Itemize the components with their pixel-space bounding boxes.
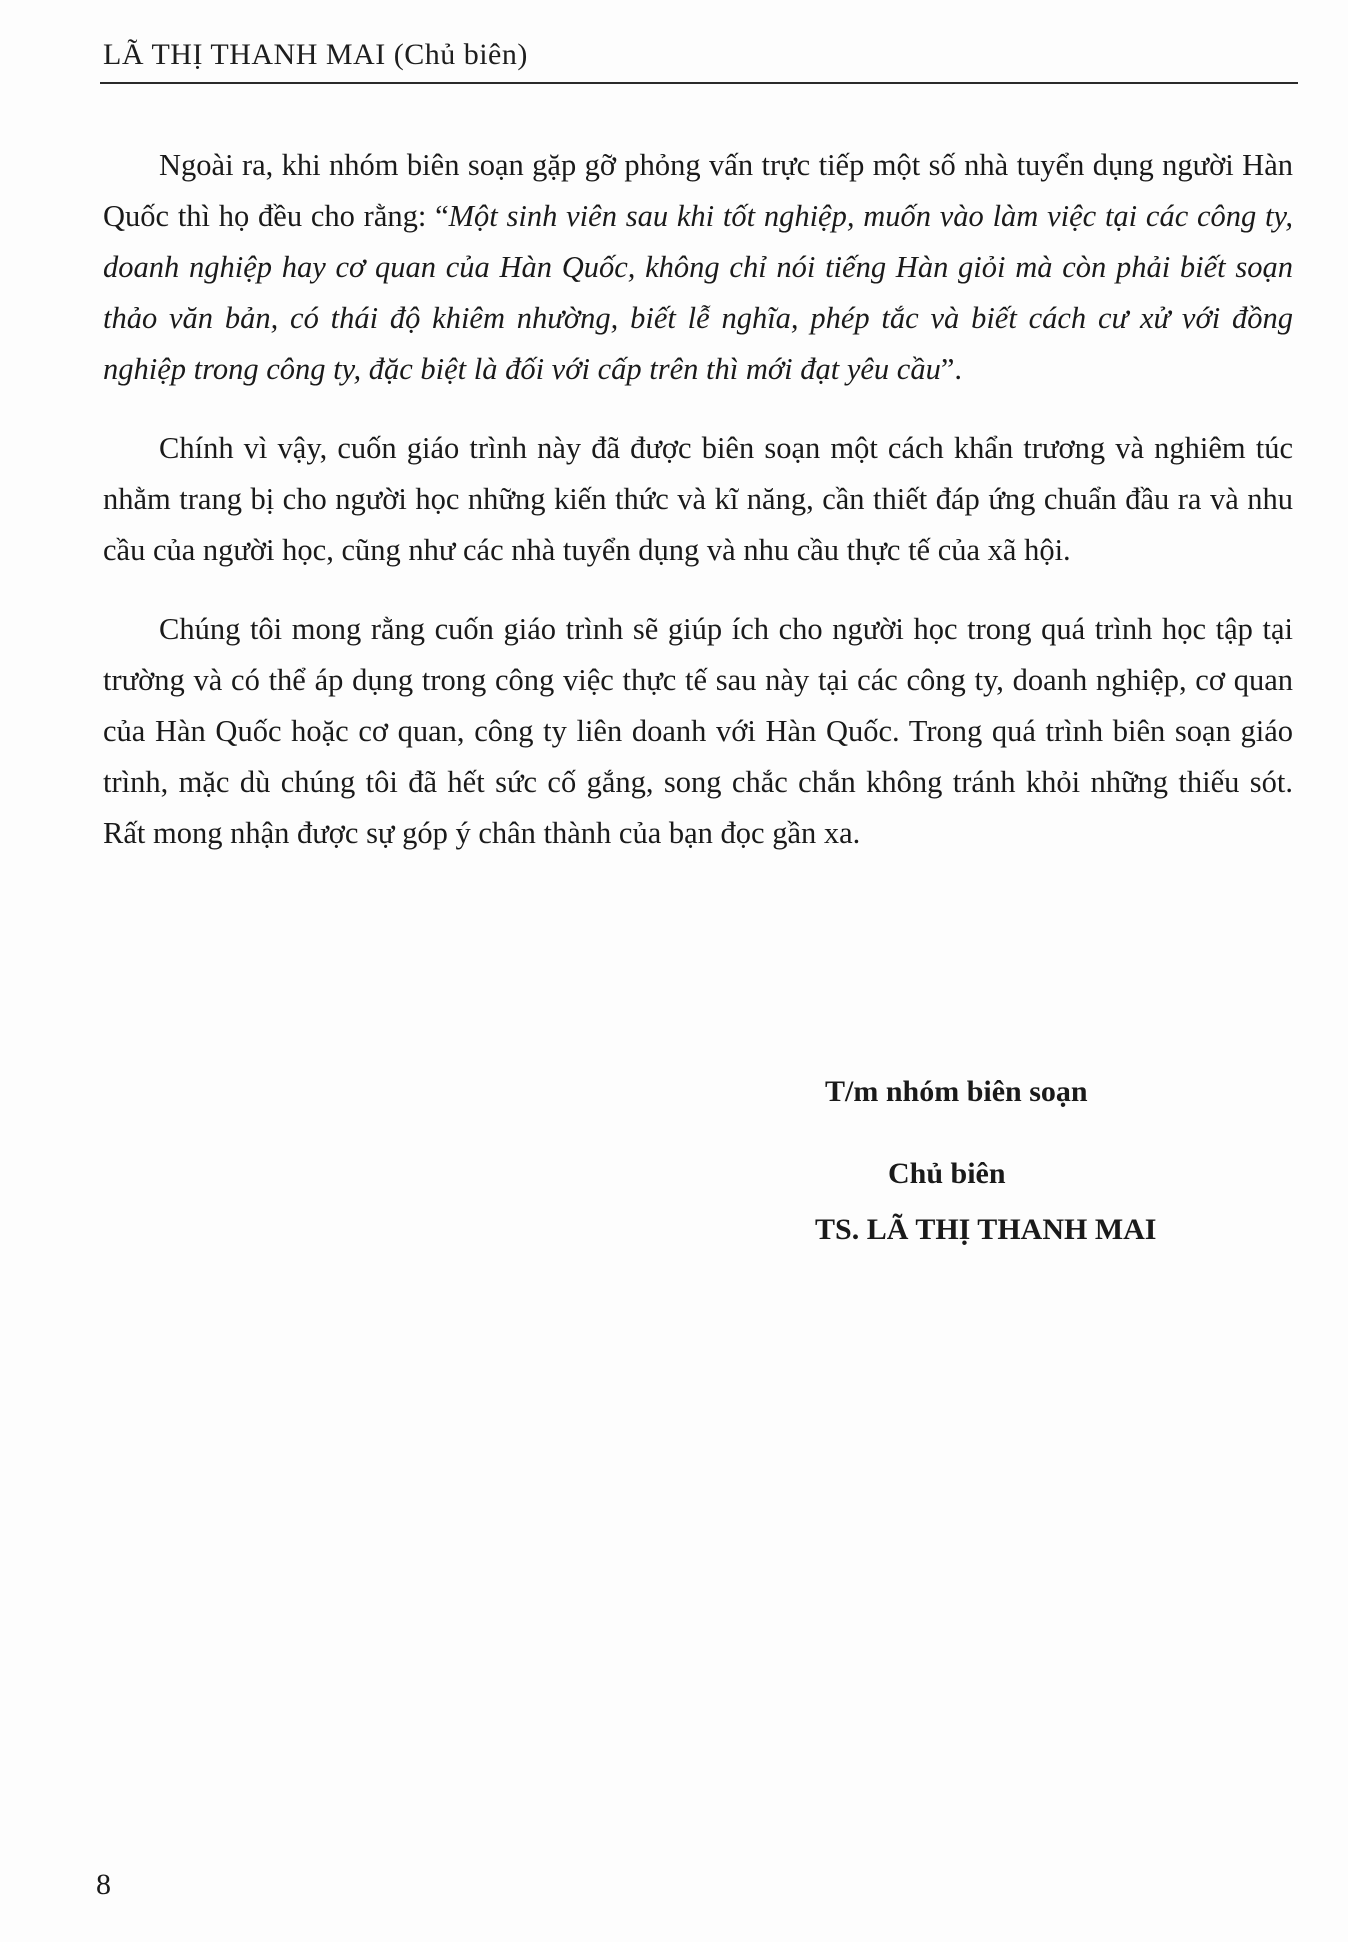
page-number: 8	[96, 1868, 111, 1901]
signature-name: TS. LÃ THỊ THANH MAI	[815, 1213, 1157, 1246]
signature-role: Chủ biên	[888, 1157, 1006, 1190]
header-rule	[100, 82, 1298, 84]
paragraph-1	[103, 140, 1293, 395]
running-header: LÃ THỊ THANH MAI (Chủ biên)	[103, 38, 528, 71]
body-text	[103, 140, 1293, 887]
paragraph-3: Chúng tôi mong rằng cuốn giáo trình sẽ giúp ích cho người học trong quá trình học tập tại trường và có thể áp dụng trong công việc thực tế sau này tại các công ty, doanh nghiệp, cơ quan của Hàn Quốc hoặc cơ quan, công ty liên doanh với Hàn Quốc. Trong quá trình biên soạn giáo trình, mặc dù chúng tôi đã hết sức cố gắng, song chắc chắn không tránh khỏi những thiếu sót. Rất mong nhận được sự góp ý chân thành của bạn đọc gần xa.	[103, 612, 1293, 850]
signature-on-behalf: T/m nhóm biên soạn	[825, 1075, 1088, 1108]
paragraph-1-lead: Ngoài ra, khi nhóm biên soạn gặp gỡ phỏng vấn trực tiếp một số nhà tuyển dụng người Hàn Quốc thì họ đều cho rằng: “	[103, 148, 1293, 233]
paragraph-1-tail: ”.	[940, 352, 962, 386]
paragraph-2: Chính vì vậy, cuốn giáo trình này đã được biên soạn một cách khẩn trương và nghiêm túc nhằm trang bị cho người học những kiến thức và kĩ năng, cần thiết đáp ứng chuẩn đầu ra và nhu cầu của người học, cũng như các nhà tuyển dụng và nhu cầu thực tế của xã hội.	[103, 431, 1293, 567]
quoted-statement: Một sinh viên sau khi tốt nghiệp, muốn vào làm việc tại các công ty, doanh nghiệp hay cơ quan của Hàn Quốc, không chỉ nói tiếng Hàn giỏi mà còn phải biết soạn thảo văn bản, có thái độ khiêm nhường, biết lễ nghĩa, phép tắc và biết cách cư xử với đồng nghiệp trong công ty, đặc biệt là đối với cấp trên thì mới đạt yêu cầu	[103, 199, 1293, 386]
